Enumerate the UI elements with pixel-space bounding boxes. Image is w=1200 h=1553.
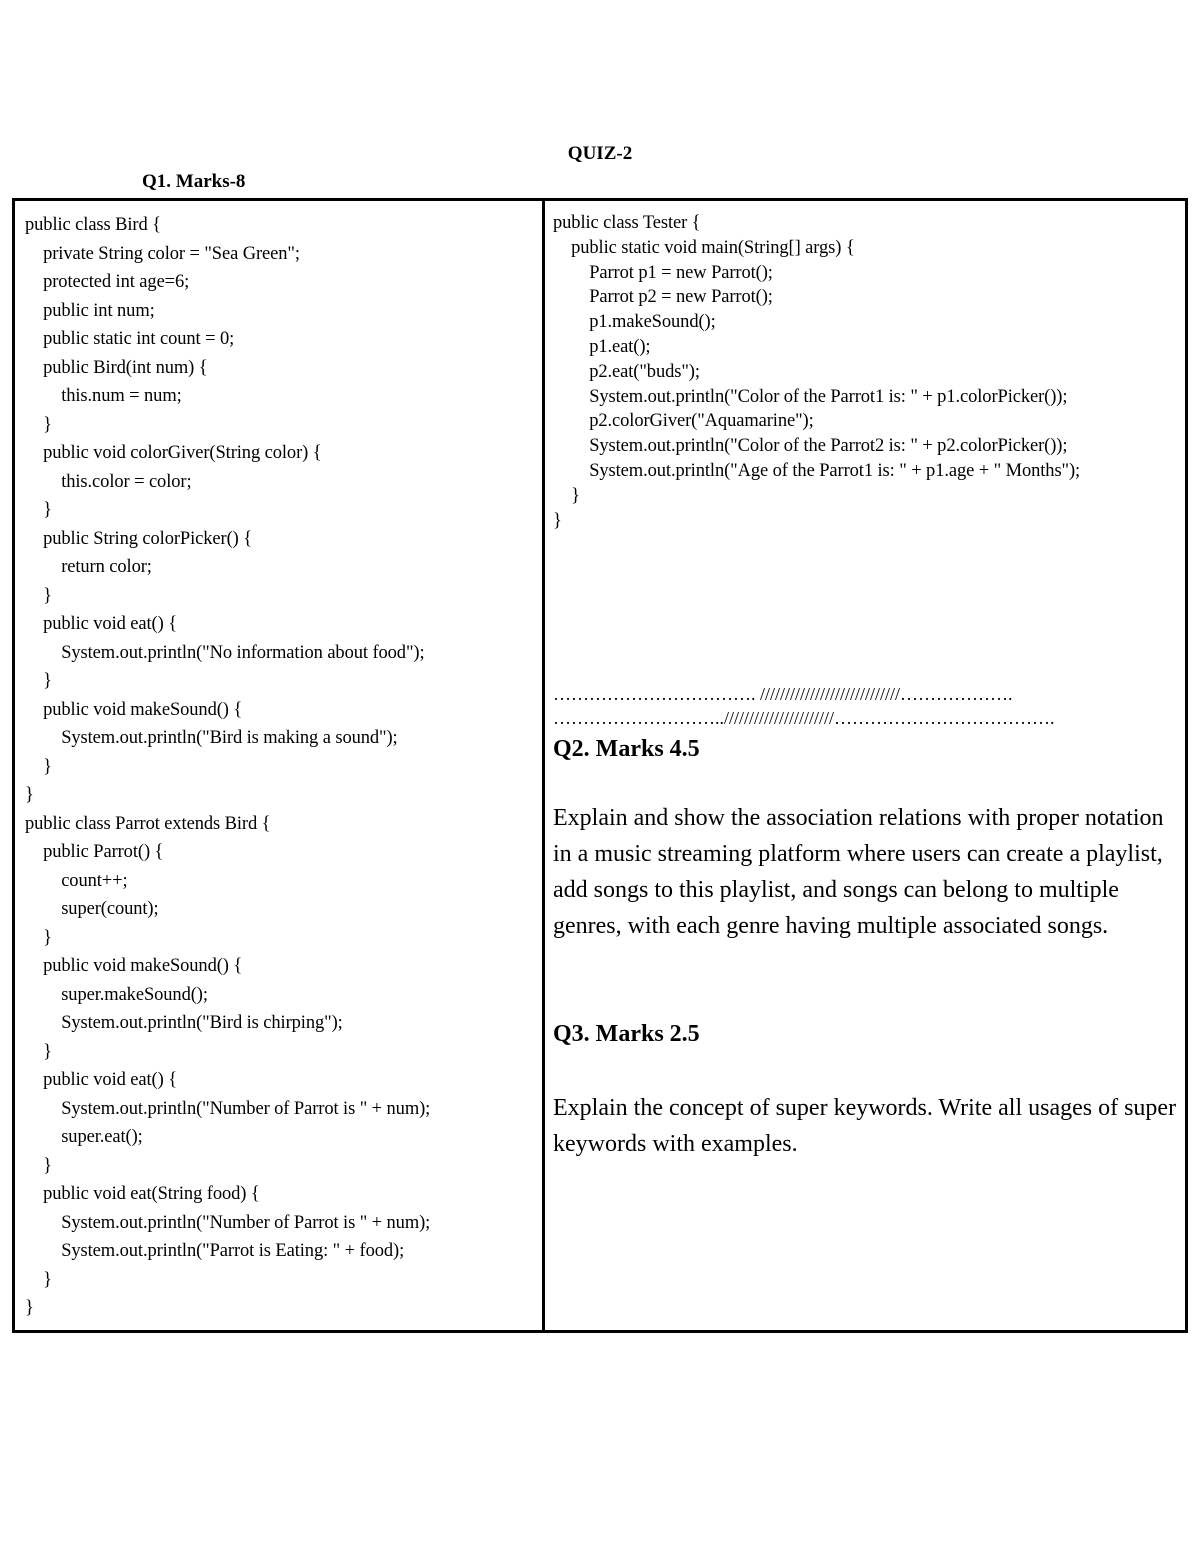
code-line: System.out.println("Color of the Parrot1 is: " + p1.colorPicker()); <box>553 386 1068 407</box>
code-line: public void eat(String food) { <box>25 1184 260 1204</box>
code-line: System.out.println("Bird is making a sound"); <box>25 728 398 748</box>
separator-line: ……………………………. ////////////////////////////………………. <box>553 684 1013 704</box>
q1-heading: Q1. Marks-8 <box>142 171 246 192</box>
code-line: public class Parrot extends Bird { <box>25 813 271 834</box>
code-line: super(count); <box>25 899 159 919</box>
code-line: public Parrot() { <box>25 842 164 862</box>
code-line: } <box>25 785 34 805</box>
code-line: p2.eat("buds"); <box>553 361 700 382</box>
page-title: QUIZ-2 <box>567 143 633 164</box>
code-line: p1.makeSound(); <box>553 312 716 333</box>
code-line: } <box>25 500 52 520</box>
code-line: public void eat() { <box>25 1070 177 1090</box>
code-line: Parrot p2 = new Parrot(); <box>553 287 773 308</box>
code-line: this.num = num; <box>25 386 182 406</box>
code-line: public void eat() { <box>25 614 177 634</box>
question-table <box>12 198 1188 1333</box>
code-line: } <box>553 485 580 506</box>
code-line: System.out.println("Number of Parrot is " + num); <box>25 1212 431 1233</box>
code-line: public void makeSound() { <box>25 699 243 720</box>
code-line: System.out.println("No information about food"); <box>25 642 425 663</box>
code-line: } <box>25 1298 34 1318</box>
code-line: } <box>25 585 52 606</box>
code-line: Parrot p1 = new Parrot(); <box>553 262 773 283</box>
code-line: System.out.println("Parrot is Eating: " + food); <box>25 1241 405 1261</box>
code-line: protected int age=6; <box>25 272 190 292</box>
code-line: public static int count = 0; <box>25 329 235 349</box>
code-line: } <box>25 1041 52 1062</box>
code-line: } <box>25 1269 52 1290</box>
code-line: } <box>25 671 52 691</box>
code-line: public static void main(String[] args) { <box>553 237 855 258</box>
q3-text: Explain the concept of super keywords. Write all usages of super keywords with examples. <box>553 1095 1177 1157</box>
code-line: } <box>25 927 52 948</box>
code-line: public void colorGiver(String color) { <box>25 443 322 463</box>
code-line: public class Tester { <box>553 213 701 233</box>
code-line: p2.colorGiver("Aquamarine"); <box>553 411 814 432</box>
code-line: private String color = "Sea Green"; <box>25 243 300 264</box>
code-line: System.out.println("Age of the Parrot1 is: " + p1.age + " Months"); <box>553 460 1081 481</box>
code-line: public class Bird { <box>25 215 161 235</box>
code-line: public void makeSound() { <box>25 956 243 976</box>
q2-heading: Q2. Marks 4.5 <box>553 736 700 762</box>
code-line: p1.eat(); <box>553 336 651 357</box>
code-line: public int num; <box>25 300 155 321</box>
code-line: } <box>25 414 52 435</box>
q2-text: Explain and show the association relations with proper notation in a music streaming platform where users can create a playlist, add songs to this playlist, and songs can belong to multiple genres, with each genre having multiple associated songs. <box>553 805 1164 939</box>
code-line: this.color = color; <box>25 471 192 492</box>
code-line: System.out.println("Color of the Parrot2 is: " + p2.colorPicker()); <box>553 436 1068 457</box>
column-divider <box>542 201 545 1330</box>
code-line: System.out.println("Bird is chirping"); <box>25 1013 343 1033</box>
code-line: count++; <box>25 870 128 891</box>
code-line: super.makeSound(); <box>25 984 208 1005</box>
code-line: System.out.println("Number of Parrot is " + num); <box>25 1098 431 1119</box>
code-line: } <box>553 510 562 531</box>
code-line: public Bird(int num) { <box>25 357 208 378</box>
bird-parrot-code <box>25 211 430 1323</box>
code-line: public String colorPicker() { <box>25 528 253 549</box>
code-line: } <box>25 1155 52 1176</box>
tester-code <box>553 211 1080 533</box>
q3-heading: Q3. Marks 2.5 <box>553 1021 700 1047</box>
separator-line: ………………………..//////////////////////………………………………. <box>553 708 1055 728</box>
code-line: return color; <box>25 557 152 577</box>
code-line: } <box>25 756 52 777</box>
code-line: super.eat(); <box>25 1127 143 1147</box>
